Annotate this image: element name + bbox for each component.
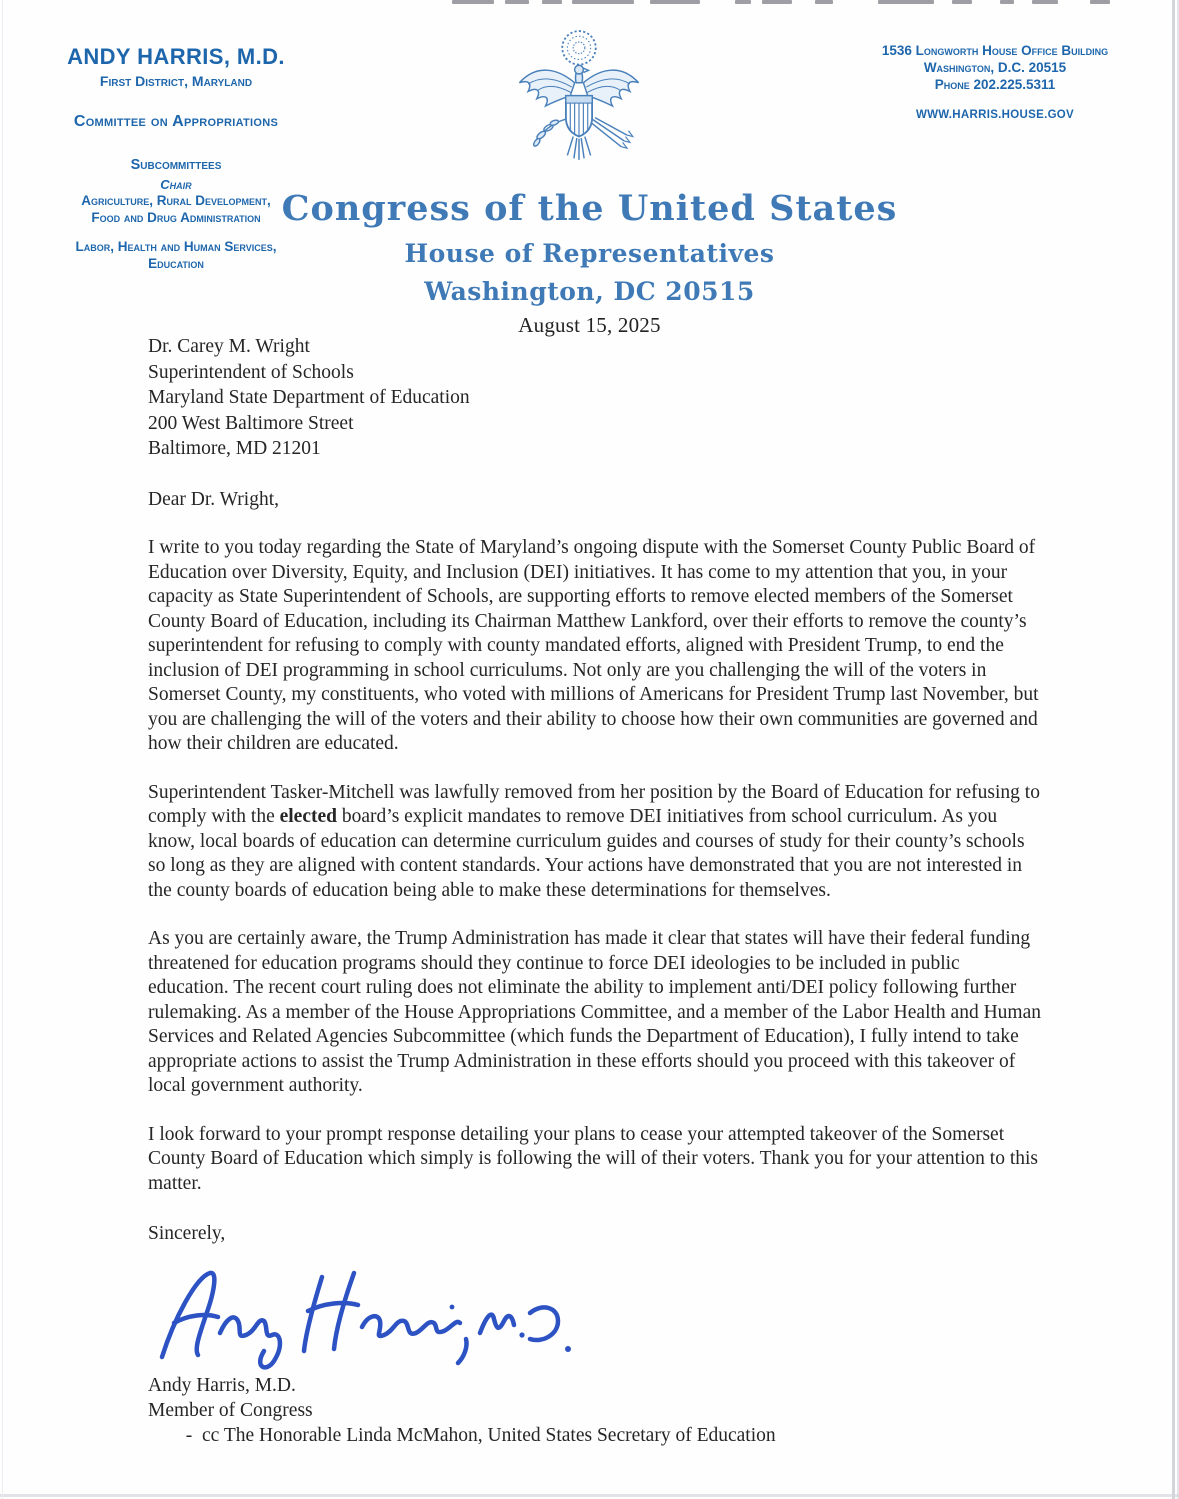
recipient-street: 200 West Baltimore Street <box>148 412 354 434</box>
cc-dash: - <box>185 1424 193 1446</box>
member-name: ANDY HARRIS, M.D. <box>67 44 285 69</box>
letter-date: August 15, 2025 <box>518 313 661 337</box>
scan-edge-bottom <box>0 1494 1179 1497</box>
paragraph-2-pre: Superintendent Tasker-Mitchell was lawfully removed from her position by the Board of Education for refusing to comply with the <box>148 781 1040 827</box>
office-address-line-2: Washington, D.C. 20515 <box>923 60 1067 75</box>
subcommittee-1-line-2: Food and Drug Administration <box>91 210 261 225</box>
recipient-title: Superintendent of Schools <box>148 361 354 383</box>
letterhead-right <box>845 42 1145 124</box>
recipient-city: Baltimore, MD 21201 <box>148 438 321 459</box>
closing-sincerely: Sincerely, <box>148 1223 226 1244</box>
office-address-line-1: 1536 Longworth House Office Building <box>881 43 1109 58</box>
subcommittee-2-line-2: Education <box>148 256 204 271</box>
paragraph-2-bold-word: elected <box>279 806 337 827</box>
paragraph-4: I look forward to your prompt response detailing your plans to cease your attempted takeover of the Somerset County Board of Education which simply is following the will of their voters. Thank you for your attention to this matter. <box>148 1123 1039 1194</box>
cc-text: cc The Honorable Linda McMahon, United States Secretary of Education <box>202 1424 776 1446</box>
member-district: First District, Maryland <box>99 73 253 89</box>
chair-label: Chair <box>160 177 192 192</box>
washington-subtitle: Washington, DC 20515 <box>424 277 755 306</box>
recipient-org: Maryland State Department of Education <box>148 387 470 408</box>
signer-title: Member of Congress <box>148 1399 313 1421</box>
salutation: Dear Dr. Wright, <box>148 488 279 510</box>
cc-line <box>148 1423 1041 1448</box>
subcommittee-2-line-1: Labor, Health and Human Services, <box>75 239 277 254</box>
congress-title: Congress of the United States <box>281 188 898 229</box>
recipient-address-block <box>148 334 1041 462</box>
andy-harris-signature-icon <box>154 1261 574 1373</box>
great-seal-eagle-icon <box>506 26 652 186</box>
paragraph-3: As you are certainly aware, the Trump Administration has made it clear that states will have their federal funding threatened for education programs should they continue to force DEI ideologies to be included in public education. The recent court ruling does not eliminate the ability to implement anti/DEI policy following further rulemaking. As a member of the House Appropriations Committee, and a member of the Labor Health and Human Services and Related Agencies Subcommittee (which funds the Department of Education), I fully intend to take appropriate actions to assist the Trump Administration in these efforts should you proceed with this takeover of local government authority. <box>148 928 1041 1096</box>
signer-name: Andy Harris, M.D. <box>148 1374 296 1396</box>
letter-body <box>148 334 1041 1448</box>
paragraph-1: I write to you today regarding the State of Maryland’s ongoing dispute with the Somerset County Public Board of Education over Diversity, Equity, and Inclusion (DEI) initiatives. It has come to my attention that you, in your capacity as State Superintendent of Schools, are supporting efforts to remove elected members of the Somerset County Board of Education, including its Chairman Matthew Lankford, over their efforts to remove the county’s superintendent for refusing to comply with county mandated efforts, aligned with President Trump, to end the inclusion of DEI programming in school curriculums. Not only are you challenging the will of the voters in Somerset County, my constituents, who voted with millions of Americans for President Trump last November, but you are challenging the will of the voters and their ability to choose how their own communities are governed and how their children are educated. <box>148 537 1039 754</box>
letterhead-heading <box>0 188 1179 338</box>
subcommittee-1-line-1: Agriculture, Rural Development, <box>81 193 271 208</box>
office-website: WWW.HARRIS.HOUSE.GOV <box>915 109 1075 121</box>
recipient-name: Dr. Carey M. Wright <box>148 336 310 357</box>
committee-title: Committee on Appropriations <box>73 113 279 130</box>
paragraph-2 <box>148 781 1041 904</box>
paragraph-2-post: board’s explicit mandates to remove DEI initiatives from school curriculum. As you know, local boards of education can determine curriculum guides and courses of study for their county’s schools so long as they are aligned with content standards. Your actions have demonstrated that you are not interested in the county boards of education being able to make these determinations for themselves. <box>148 806 1025 901</box>
office-phone: Phone 202.225.5311 <box>934 77 1056 92</box>
house-subtitle: House of Representatives <box>404 239 775 268</box>
subcommittees-label: Subcommittees <box>130 157 222 173</box>
